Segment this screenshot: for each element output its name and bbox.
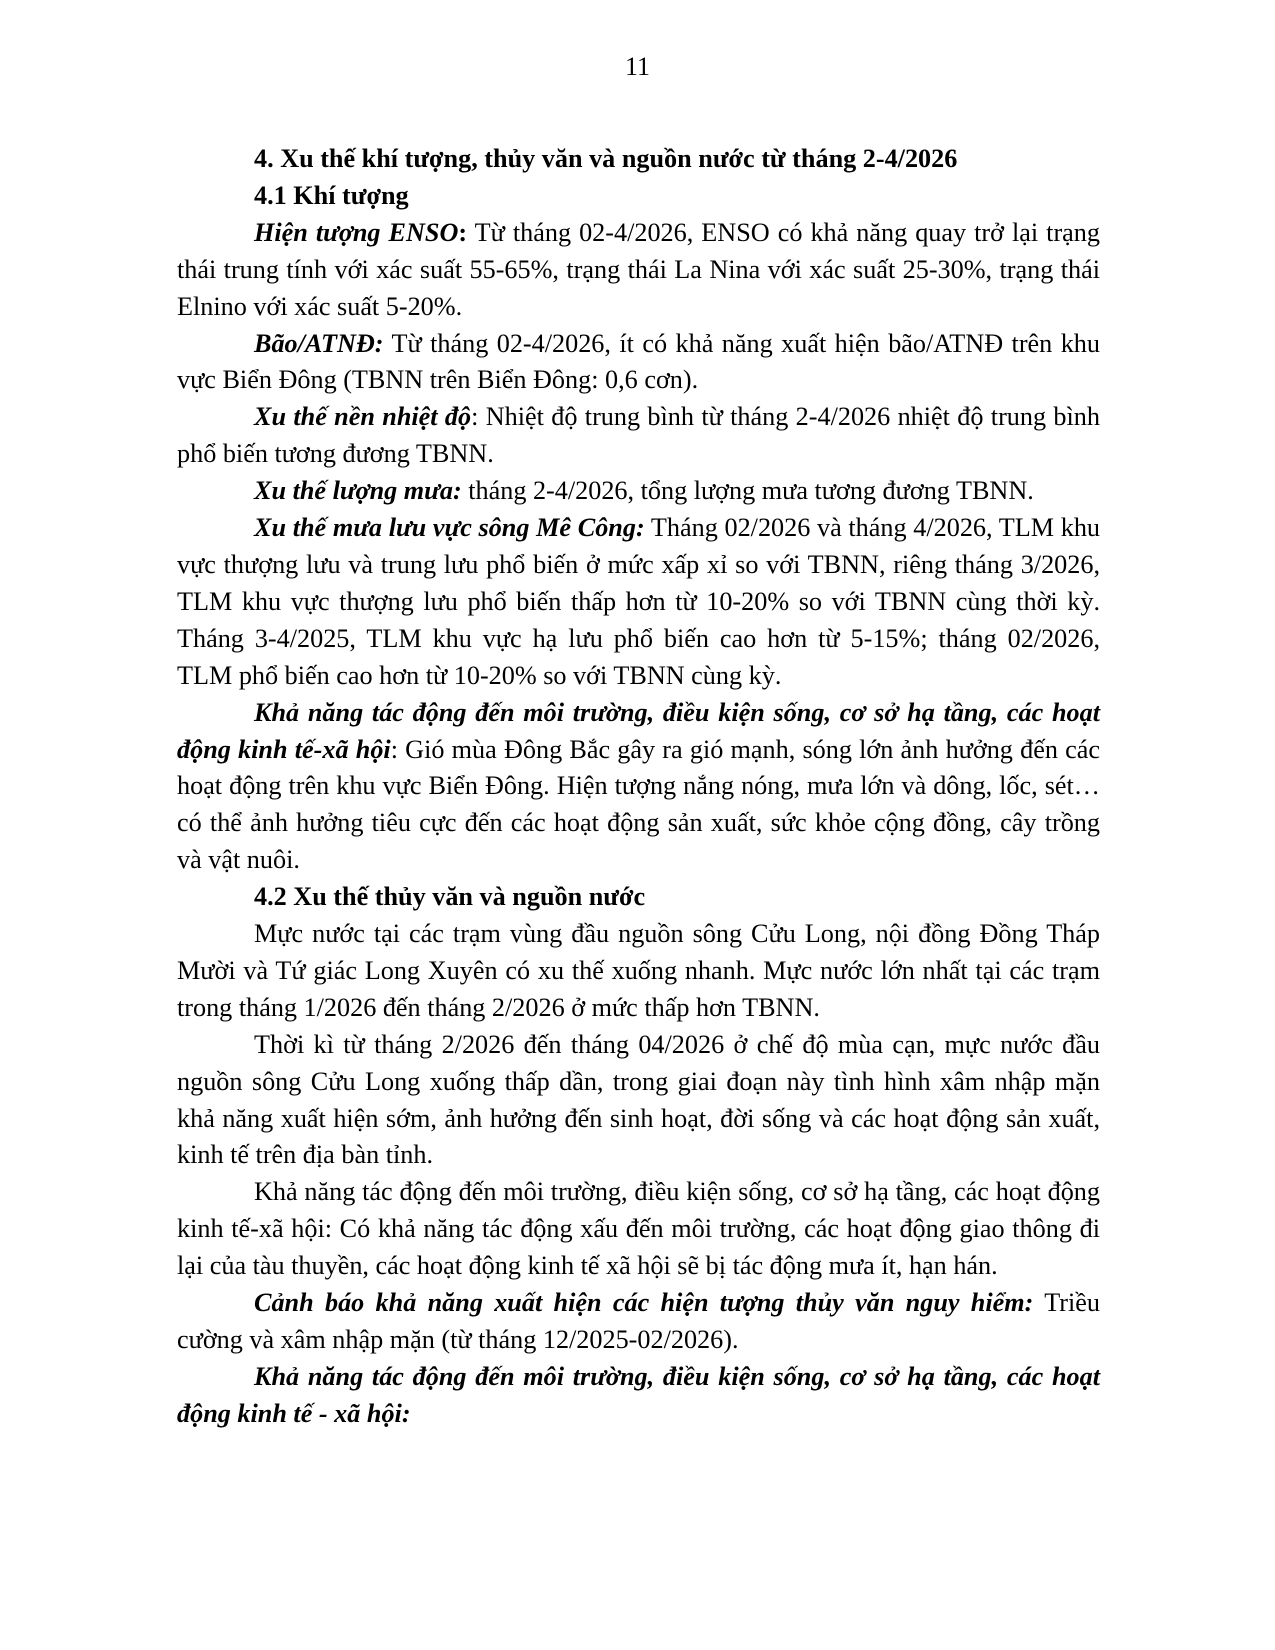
paragraph-hydro-impact: Khả năng tác động đến môi trường, điều kiện sống, cơ sở hạ tầng, các hoạt động kinh tế-xã hội: Có khả năng tác động xấu đến môi trường, các hoạt động giao thông đi lại của tàu thuyền, các hoạt động kinh tế xã hội sẽ bị tác động mưa ít, hạn hán. <box>177 1177 1100 1281</box>
document-body <box>177 141 1100 1433</box>
paragraph-text: : Nhiệt độ trung bình từ tháng 2-4/2026 nhiệt độ trung bình phổ biến tương đương TBNN. <box>177 402 1100 469</box>
paragraph-meteo-impact <box>177 695 1100 880</box>
paragraph-text: tháng 2-4/2026, tổng lượng mưa tương đương TBNN. <box>461 476 1034 506</box>
paragraph-enso <box>177 215 1100 326</box>
paragraph-lead: Xu thế mưa lưu vực sông Mê Công: <box>254 513 645 543</box>
paragraph-rainfall <box>177 473 1100 510</box>
paragraph-temperature <box>177 399 1100 473</box>
section-4-1-heading: 4.1 Khí tượng <box>254 180 409 210</box>
paragraph-lead: Bão/ATNĐ: <box>254 328 384 358</box>
paragraph-text: : Gió mùa Đông Bắc gây ra gió mạnh, sóng lớn ảnh hưởng đến các hoạt động trên khu vực Biển Đông. Hiện tượng nắng nóng, mưa lớn và dông, lốc, sét… có thể ảnh hưởng tiêu cực đến các hoạt động sản xuất, sức khỏe cộng đồng, cây trồng và vật nuôi. <box>177 734 1100 875</box>
paragraph-storm <box>177 326 1100 400</box>
paragraph-socioeconomic-impact <box>177 1359 1100 1433</box>
page-number: 11 <box>624 52 651 81</box>
paragraph-water-level: Mực nước tại các trạm vùng đầu nguồn sông Cửu Long, nội đồng Đồng Tháp Mười và Tứ giác Long Xuyên có xu thế xuống nhanh. Mực nước lớn nhất tại các trạm trong tháng 1/2026 đến tháng 2/2026 ở mức thấp hơn TBNN. <box>177 919 1100 1022</box>
paragraph-lead: Xu thế nền nhiệt độ <box>254 402 472 432</box>
paragraph-text: Từ tháng 02-4/2026, ENSO có khả năng quay trở lại trạng thái trung tính với xác suất 55-65%, trạng thái La Nina với xác suất 25-30%, trạng thái Elnino với xác suất 5-20%. <box>177 217 1100 321</box>
paragraph-lead: Khả năng tác động đến môi trường, điều kiện sống, cơ sở hạ tầng, các hoạt động kinh tế-xã hội <box>177 697 1100 764</box>
paragraph-text: Tháng 02/2026 và tháng 4/2026, TLM khu vực thượng lưu và trung lưu phổ biến ở mức xấp xỉ so với TBNN, riêng tháng 3/2026, TLM khu vực thượng lưu phổ biến thấp hơn từ 10-20% so với TBNN cùng thời kỳ. Tháng 3-4/2025, TLM khu vực hạ lưu phổ biến cao hơn từ 5-15%; tháng 02/2026, TLM phổ biến cao hơn từ 10-20% so với TBNN cùng kỳ. <box>177 513 1101 690</box>
paragraph-lead-colon: : <box>458 217 468 247</box>
paragraph-lead: Cảnh báo khả năng xuất hiện các hiện tượng thủy văn nguy hiểm: <box>254 1288 1034 1318</box>
section-4-heading: 4. Xu thế khí tượng, thủy văn và nguồn nước từ tháng 2-4/2026 <box>254 144 958 173</box>
paragraph-mekong-rain <box>177 510 1100 695</box>
section-4-2-heading: 4.2 Xu thế thủy văn và nguồn nước <box>254 882 646 912</box>
paragraph-hydro-warning <box>177 1285 1100 1359</box>
paragraph-text: Từ tháng 02-4/2026, ít có khả năng xuất hiện bão/ATNĐ trên khu vực Biển Đông (TBNN trên Biển Đông: 0,6 cơn). <box>177 328 1100 395</box>
paragraph-lead: Khả năng tác động đến môi trường, điều kiện sống, cơ sở hạ tầng, các hoạt động kinh tế - xã hội: <box>177 1361 1100 1428</box>
paragraph-lead: Xu thế lượng mưa: <box>254 476 462 506</box>
paragraph-dry-season: Thời kì từ tháng 2/2026 đến tháng 04/2026 ở chế độ mùa cạn, mực nước đầu nguồn sông Cửu Long xuống thấp dần, trong giai đoạn này tình hình xâm nhập mặn khả năng xuất hiện sớm, ảnh hưởng đến sinh hoạt, đời sống và các hoạt động sản xuất, kinh tế trên địa bàn tỉnh. <box>177 1029 1100 1170</box>
paragraph-text: Triều cường và xâm nhập mặn (từ tháng 12/2025-02/2026). <box>177 1288 1100 1354</box>
paragraph-lead: Hiện tượng ENSO <box>254 217 459 247</box>
